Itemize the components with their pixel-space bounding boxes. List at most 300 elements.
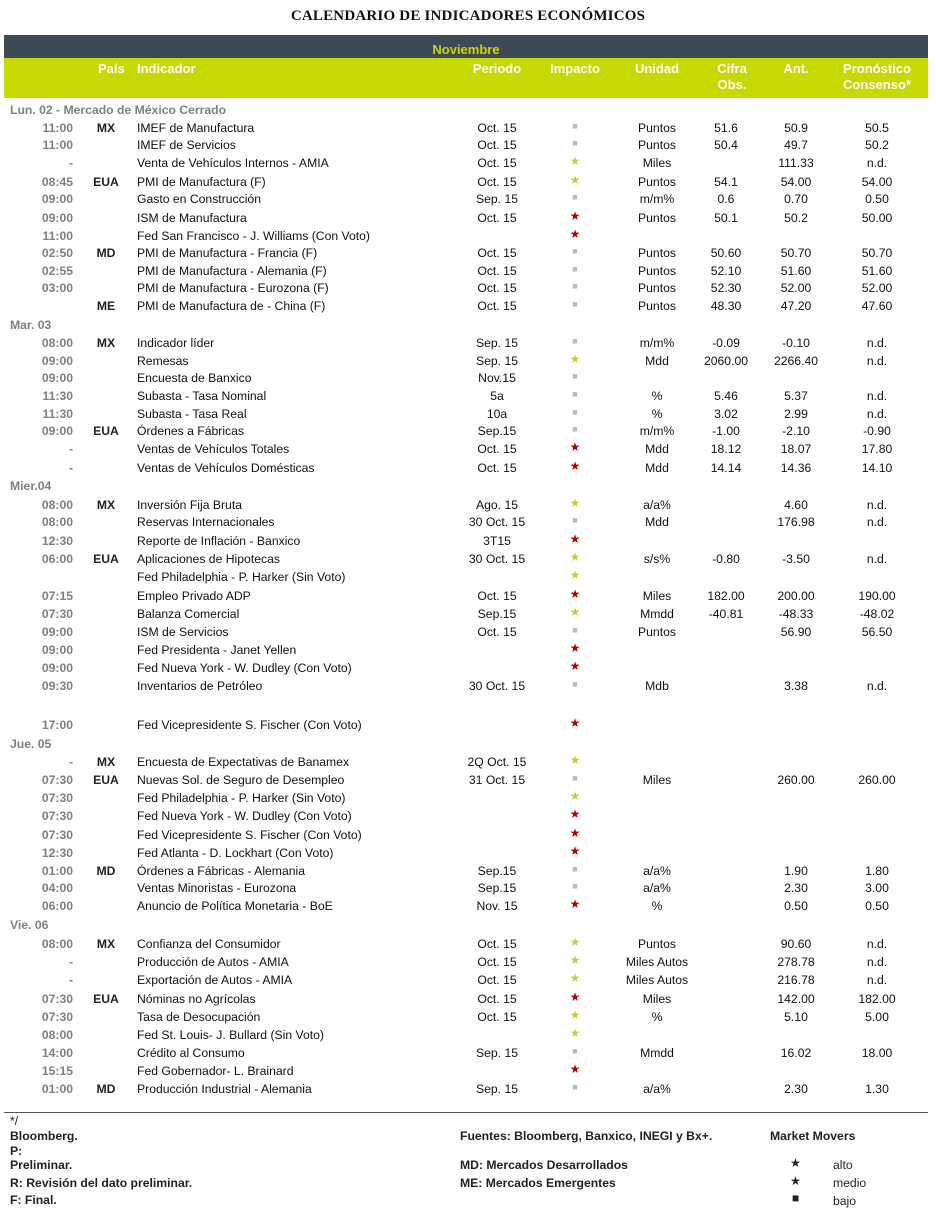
impact-star-icon: ★ <box>569 953 581 967</box>
forecast-cell: n.d. <box>866 498 888 512</box>
table-row <box>0 972 936 988</box>
unit-cell: m/m% <box>639 336 675 350</box>
table-row <box>0 1081 936 1097</box>
time-cell: - <box>68 156 73 170</box>
forecast-cell: n.d. <box>866 515 888 529</box>
unit-cell: Puntos <box>638 264 676 278</box>
table-row <box>0 298 936 314</box>
time-cell: 07:30 <box>41 809 73 823</box>
table-row <box>0 1063 936 1079</box>
time-cell: 08:00 <box>41 937 73 951</box>
period-cell: Oct. 15 <box>477 992 517 1006</box>
time-cell: 04:00 <box>41 881 73 895</box>
indicator-cell: Fed Gobernador- L. Brainard <box>137 1064 294 1078</box>
indicator-cell: Tasa de Desocupación <box>137 1010 261 1024</box>
obs-value-cell: 51.6 <box>714 121 738 135</box>
period-cell: Oct. 15 <box>477 625 517 639</box>
unit-cell: Miles Autos <box>625 955 689 969</box>
unit-cell: Puntos <box>638 175 676 189</box>
header-pronostico-line2: Consenso* <box>843 77 911 92</box>
forecast-cell: 47.60 <box>861 299 893 313</box>
previous-value-cell: 4.60 <box>784 498 808 512</box>
indicator-cell: Fed Vicepresidente S. Fischer (Con Voto) <box>137 828 362 842</box>
impact-star-icon: ★ <box>569 568 581 582</box>
forecast-cell: 54.00 <box>861 175 893 189</box>
impact-star-icon: ★ <box>569 844 581 858</box>
previous-value-cell: 50.2 <box>784 211 808 225</box>
period-cell: Sep. 15 <box>475 1046 518 1060</box>
previous-value-cell: 216.78 <box>777 973 815 987</box>
table-row <box>0 954 936 970</box>
unit-cell: Mdd <box>645 461 669 475</box>
time-cell: 11:30 <box>42 407 73 421</box>
period-cell: Oct. 15 <box>477 955 517 969</box>
impact-square-icon: ■ <box>572 299 578 309</box>
period-cell: Sep. 15 <box>475 1082 518 1096</box>
time-cell: 08:45 <box>41 175 73 189</box>
indicator-cell: IMEF de Servicios <box>137 138 236 152</box>
time-cell: 11:30 <box>42 389 73 403</box>
time-cell: - <box>68 442 73 456</box>
time-cell: 06:00 <box>41 552 73 566</box>
legend-bajo-icon: ■ <box>792 1191 800 1205</box>
previous-value-cell: 142.00 <box>777 992 815 1006</box>
country-cell: MD <box>96 864 116 878</box>
table-row <box>0 388 936 404</box>
forecast-cell: 52.00 <box>861 281 893 295</box>
obs-value-cell: -1.00 <box>712 424 740 438</box>
indicator-cell: IMEF de Manufactura <box>137 121 255 135</box>
table-row <box>0 460 936 476</box>
table-row <box>0 1027 936 1043</box>
obs-value-cell: 50.1 <box>714 211 738 225</box>
forecast-cell: 56.50 <box>861 625 893 639</box>
time-cell: 09:00 <box>41 625 73 639</box>
time-cell: 09:00 <box>41 192 73 206</box>
table-row <box>0 406 936 422</box>
country-cell: ME <box>96 299 116 313</box>
impact-square-icon: ■ <box>572 1082 578 1092</box>
indicator-cell: Producción de Autos - AMIA <box>137 955 289 969</box>
forecast-cell: n.d. <box>866 156 888 170</box>
footer-p: P: <box>10 1144 23 1158</box>
period-cell: Oct. 15 <box>477 937 517 951</box>
indicator-cell: Fed St. Louis- J. Bullard (Sin Voto) <box>137 1028 324 1042</box>
day-header: Vie. 06 <box>10 918 49 932</box>
forecast-cell: 260.00 <box>858 773 896 787</box>
period-cell: Oct. 15 <box>477 973 517 987</box>
unit-cell: Puntos <box>638 121 676 135</box>
indicator-cell: PMI de Manufactura de - China (F) <box>137 299 326 313</box>
impact-star-icon: ★ <box>569 807 581 821</box>
period-cell: 2Q Oct. 15 <box>467 755 527 769</box>
obs-value-cell: 50.4 <box>714 138 738 152</box>
unit-cell: Mmdd <box>640 607 674 621</box>
obs-value-cell: 14.14 <box>710 461 742 475</box>
unit-cell: Miles <box>642 156 672 170</box>
unit-cell: a/a% <box>643 498 671 512</box>
time-cell: 09:00 <box>41 661 73 675</box>
previous-value-cell: 2.30 <box>784 1082 808 1096</box>
forecast-cell: -0.90 <box>863 424 891 438</box>
table-row <box>0 754 936 770</box>
previous-value-cell: 2.30 <box>784 881 808 895</box>
table-row <box>0 660 936 676</box>
indicator-cell: Fed Presidenta - Janet Yellen <box>137 643 297 657</box>
unit-cell: % <box>651 1010 663 1024</box>
indicator-cell: Fed Nueva York - W. Dudley (Con Voto) <box>137 661 352 675</box>
table-row <box>0 441 936 457</box>
unit-cell: m/m% <box>639 424 675 438</box>
indicator-cell: ISM de Manufactura <box>137 211 247 225</box>
previous-value-cell: 260.00 <box>777 773 815 787</box>
previous-value-cell: -48.33 <box>778 607 814 621</box>
previous-value-cell: 18.07 <box>780 442 812 456</box>
time-cell: - <box>68 955 73 969</box>
table-row <box>0 863 936 879</box>
table-row <box>0 880 936 896</box>
footer-me: ME: Mercados Emergentes <box>460 1176 616 1190</box>
indicator-cell: Exportación de Autos - AMIA <box>137 973 293 987</box>
forecast-cell: 50.5 <box>865 121 889 135</box>
forecast-cell: 1.30 <box>865 1082 889 1096</box>
country-cell: MD <box>96 246 116 260</box>
unit-cell: Puntos <box>638 281 676 295</box>
period-cell: 5a <box>490 389 504 403</box>
period-cell: 30 Oct. 15 <box>468 515 526 529</box>
impact-star-icon: ★ <box>569 641 581 655</box>
unit-cell: Miles <box>642 589 672 603</box>
previous-value-cell: 200.00 <box>777 589 815 603</box>
impact-square-icon: ■ <box>572 281 578 291</box>
table-row <box>0 370 936 386</box>
table-row <box>0 423 936 439</box>
impact-star-icon: ★ <box>569 971 581 985</box>
period-cell: 30 Oct. 15 <box>468 552 526 566</box>
period-cell: Nov.15 <box>478 371 516 385</box>
header-impacto: Impacto <box>550 61 600 76</box>
indicator-cell: Órdenes a Fábricas - Alemania <box>137 864 305 878</box>
time-cell: 02:55 <box>41 264 73 278</box>
impact-square-icon: ■ <box>572 864 578 874</box>
period-cell: Sep.15 <box>477 864 517 878</box>
period-cell: Sep. 15 <box>475 192 518 206</box>
previous-value-cell: 0.50 <box>784 899 808 913</box>
table-row <box>0 191 936 207</box>
unit-cell: m/m% <box>639 192 675 206</box>
table-row <box>0 569 936 585</box>
time-cell: 11:00 <box>42 121 73 135</box>
time-cell: 02:50 <box>41 246 73 260</box>
impact-star-icon: ★ <box>569 227 581 241</box>
footer-revision: R: Revisión del dato preliminar. <box>10 1176 193 1190</box>
table-row <box>0 120 936 136</box>
previous-value-cell: 50.70 <box>780 246 812 260</box>
previous-value-cell: 16.02 <box>780 1046 812 1060</box>
footer-divider <box>4 1112 928 1113</box>
footer-note-marker: */ <box>10 1114 19 1128</box>
time-cell: 09:00 <box>41 211 73 225</box>
indicator-cell: Encuesta de Banxico <box>137 371 252 385</box>
impact-square-icon: ■ <box>572 371 578 381</box>
time-cell: 08:00 <box>41 515 73 529</box>
impact-star-icon: ★ <box>569 1062 581 1076</box>
legend-alto-label: alto <box>833 1158 853 1172</box>
indicator-cell: Venta de Vehículos Internos - AMIA <box>137 156 329 170</box>
indicator-cell: Inventarios de Petróleo <box>137 679 263 693</box>
indicator-cell: PMI de Manufactura - Alemania (F) <box>137 264 327 278</box>
legend-alto-icon: ★ <box>790 1156 801 1170</box>
impact-star-icon: ★ <box>569 1026 581 1040</box>
indicator-cell: Inversión Fija Bruta <box>137 498 242 512</box>
indicator-cell: Indicador líder <box>137 336 215 350</box>
previous-value-cell: 50.9 <box>784 121 808 135</box>
forecast-cell: 50.70 <box>861 246 893 260</box>
time-cell: 12:30 <box>41 534 73 548</box>
indicator-cell: Balanza Comercial <box>137 607 240 621</box>
period-cell: 3T15 <box>483 534 511 548</box>
obs-value-cell: 182.00 <box>707 589 745 603</box>
unit-cell: Mdd <box>645 515 669 529</box>
time-cell: 08:00 <box>41 336 73 350</box>
impact-star-icon: ★ <box>569 753 581 767</box>
previous-value-cell: 47.20 <box>780 299 812 313</box>
indicator-cell: PMI de Manufactura (F) <box>137 175 266 189</box>
footer-final: F: Final. <box>10 1193 57 1207</box>
country-cell: MX <box>96 121 116 135</box>
legend-bajo-label: bajo <box>833 1194 857 1208</box>
forecast-cell: 18.00 <box>861 1046 893 1060</box>
day-header: Mar. 03 <box>10 318 52 332</box>
forecast-cell: 50.00 <box>861 211 893 225</box>
period-cell: Oct. 15 <box>477 121 517 135</box>
indicator-cell: Ventas de Vehículos Domésticas <box>137 461 315 475</box>
time-cell: 17:00 <box>41 718 73 732</box>
day-header: Jue. 05 <box>10 737 52 751</box>
forecast-cell: 14.10 <box>861 461 893 475</box>
time-cell: - <box>68 755 73 769</box>
time-cell: 07:30 <box>41 992 73 1006</box>
forecast-cell: 1.80 <box>865 864 889 878</box>
previous-value-cell: 176.98 <box>777 515 815 529</box>
time-cell: 09:30 <box>41 679 73 693</box>
legend-medio-icon: ★ <box>790 1174 801 1188</box>
unit-cell: Puntos <box>638 937 676 951</box>
period-cell: Oct. 15 <box>477 156 517 170</box>
impact-star-icon: ★ <box>569 173 581 187</box>
time-cell: 11:00 <box>42 229 73 243</box>
unit-cell: % <box>651 899 663 913</box>
country-cell: MD <box>96 1082 116 1096</box>
unit-cell: a/a% <box>643 864 671 878</box>
unit-cell: Mdd <box>645 442 669 456</box>
footer-bloomberg: Bloomberg. <box>10 1129 78 1143</box>
impact-square-icon: ■ <box>572 389 578 399</box>
indicator-cell: Empleo Privado ADP <box>137 589 251 603</box>
time-cell: 08:00 <box>41 1028 73 1042</box>
impact-square-icon: ■ <box>572 192 578 202</box>
previous-value-cell: 278.78 <box>777 955 815 969</box>
period-cell: Oct. 15 <box>477 589 517 603</box>
impact-square-icon: ■ <box>572 264 578 274</box>
period-cell: Oct. 15 <box>477 175 517 189</box>
unit-cell: Puntos <box>638 299 676 313</box>
previous-value-cell: 5.10 <box>784 1010 808 1024</box>
forecast-cell: 50.2 <box>865 138 889 152</box>
table-row <box>0 845 936 861</box>
table-row <box>0 678 936 694</box>
table-row <box>0 717 936 733</box>
impact-square-icon: ■ <box>572 246 578 256</box>
period-cell: Nov. 15 <box>476 899 518 913</box>
previous-value-cell: 5.37 <box>784 389 808 403</box>
obs-value-cell: 0.6 <box>717 192 735 206</box>
indicator-cell: Anuncio de Política Monetaria - BoE <box>137 899 333 913</box>
impact-star-icon: ★ <box>569 935 581 949</box>
obs-value-cell: -0.09 <box>712 336 740 350</box>
impact-star-icon: ★ <box>569 496 581 510</box>
indicator-cell: Reporte de Inflación - Banxico <box>137 534 301 548</box>
indicator-cell: Reservas Internacionales <box>137 515 275 529</box>
impact-star-icon: ★ <box>569 587 581 601</box>
indicator-cell: Confianza del Consumidor <box>137 937 281 951</box>
indicator-cell: Fed Atlanta - D. Lockhart (Con Voto) <box>137 846 334 860</box>
previous-value-cell: 49.7 <box>784 138 808 152</box>
impact-square-icon: ■ <box>572 881 578 891</box>
table-row <box>0 898 936 914</box>
obs-value-cell: 3.02 <box>714 407 738 421</box>
impact-star-icon: ★ <box>569 352 581 366</box>
time-cell: 03:00 <box>41 281 73 295</box>
impact-square-icon: ■ <box>572 424 578 434</box>
forecast-cell: 51.60 <box>861 264 893 278</box>
indicator-cell: Encuesta de Expectativas de Banamex <box>137 755 350 769</box>
header-cifra-line2: Obs. <box>717 77 747 92</box>
country-cell: MX <box>96 755 116 769</box>
country-cell: MX <box>96 937 116 951</box>
previous-value-cell: 1.90 <box>784 864 808 878</box>
previous-value-cell: -3.50 <box>782 552 810 566</box>
indicator-cell: Crédito al Consumo <box>137 1046 245 1060</box>
previous-value-cell: 2266.40 <box>773 354 819 368</box>
previous-value-cell: 56.90 <box>780 625 812 639</box>
time-cell: 11:00 <box>42 138 73 152</box>
obs-value-cell: 18.12 <box>710 442 742 456</box>
unit-cell: Puntos <box>638 246 676 260</box>
impact-star-icon: ★ <box>569 826 581 840</box>
header-cifra-line1: Cifra <box>717 61 747 76</box>
table-row <box>0 533 936 549</box>
forecast-cell: 17.80 <box>861 442 893 456</box>
unit-cell: s/s% <box>643 552 671 566</box>
impact-star-icon: ★ <box>569 550 581 564</box>
unit-cell: Puntos <box>638 625 676 639</box>
header-pais: País <box>98 61 125 76</box>
period-cell: Oct. 15 <box>477 442 517 456</box>
obs-value-cell: 50.60 <box>710 246 742 260</box>
indicator-cell: Remesas <box>137 354 189 368</box>
forecast-cell: 0.50 <box>865 192 889 206</box>
table-row <box>0 991 936 1007</box>
period-cell: Oct. 15 <box>477 246 517 260</box>
table-row <box>0 551 936 567</box>
forecast-cell: n.d. <box>866 407 888 421</box>
table-row <box>0 936 936 952</box>
previous-value-cell: 3.38 <box>784 679 808 693</box>
table-row <box>0 514 936 530</box>
forecast-cell: 5.00 <box>865 1010 889 1024</box>
impact-star-icon: ★ <box>569 605 581 619</box>
unit-cell: Miles <box>642 992 672 1006</box>
table-row <box>0 228 936 244</box>
header-periodo: Periodo <box>472 61 522 76</box>
table-row <box>0 1009 936 1025</box>
impact-star-icon: ★ <box>569 1008 581 1022</box>
previous-value-cell: 90.60 <box>780 937 812 951</box>
unit-cell: Puntos <box>638 211 676 225</box>
period-cell: Sep. 15 <box>475 354 518 368</box>
table-row <box>0 588 936 604</box>
previous-value-cell: 54.00 <box>780 175 812 189</box>
previous-value-cell: 51.60 <box>780 264 812 278</box>
time-cell: 07:30 <box>41 828 73 842</box>
impact-star-icon: ★ <box>569 532 581 546</box>
table-row <box>0 137 936 153</box>
forecast-cell: 3.00 <box>865 881 889 895</box>
unit-cell: a/a% <box>643 881 671 895</box>
table-row <box>0 263 936 279</box>
table-row <box>0 642 936 658</box>
forecast-cell: -48.02 <box>859 607 895 621</box>
impact-star-icon: ★ <box>569 897 581 911</box>
forecast-cell: 182.00 <box>858 992 896 1006</box>
table-row <box>0 808 936 824</box>
page-title: CALENDARIO DE INDICADORES ECONÓMICOS <box>290 8 646 24</box>
obs-value-cell: 48.30 <box>710 299 742 313</box>
previous-value-cell: 111.33 <box>778 156 814 170</box>
time-cell: 07:30 <box>41 1010 73 1024</box>
impact-square-icon: ■ <box>572 679 578 689</box>
indicator-cell: Fed Vicepresidente S. Fischer (Con Voto) <box>137 718 362 732</box>
impact-square-icon: ■ <box>572 773 578 783</box>
indicator-cell: Ventas de Vehículos Totales <box>137 442 290 456</box>
indicator-cell: Subasta - Tasa Nominal <box>137 389 267 403</box>
footer-fuentes: Fuentes: Bloomberg, Banxico, INEGI y Bx+. <box>460 1129 713 1143</box>
indicator-cell: Aplicaciones de Hipotecas <box>137 552 280 566</box>
indicator-cell: Nóminas no Agrícolas <box>137 992 256 1006</box>
impact-star-icon: ★ <box>569 789 581 803</box>
forecast-cell: n.d. <box>866 679 888 693</box>
indicator-cell: Gasto en Construcción <box>137 192 261 206</box>
impact-star-icon: ★ <box>569 459 581 473</box>
previous-value-cell: 14.36 <box>780 461 812 475</box>
forecast-cell: n.d. <box>866 354 888 368</box>
unit-cell: Mdb <box>645 679 669 693</box>
time-cell: 01:00 <box>41 1082 73 1096</box>
obs-value-cell: 52.10 <box>710 264 742 278</box>
impact-star-icon: ★ <box>569 659 581 673</box>
period-cell: Oct. 15 <box>477 138 517 152</box>
footer-preliminar: Preliminar. <box>10 1158 73 1172</box>
previous-value-cell: 52.00 <box>780 281 812 295</box>
country-cell: EUA <box>93 424 119 438</box>
indicator-cell: Subasta - Tasa Real <box>137 407 247 421</box>
time-cell: 12:30 <box>41 846 73 860</box>
period-cell: Sep.15 <box>477 424 517 438</box>
impact-square-icon: ■ <box>572 625 578 635</box>
country-cell: MX <box>96 498 116 512</box>
table-row <box>0 606 936 622</box>
